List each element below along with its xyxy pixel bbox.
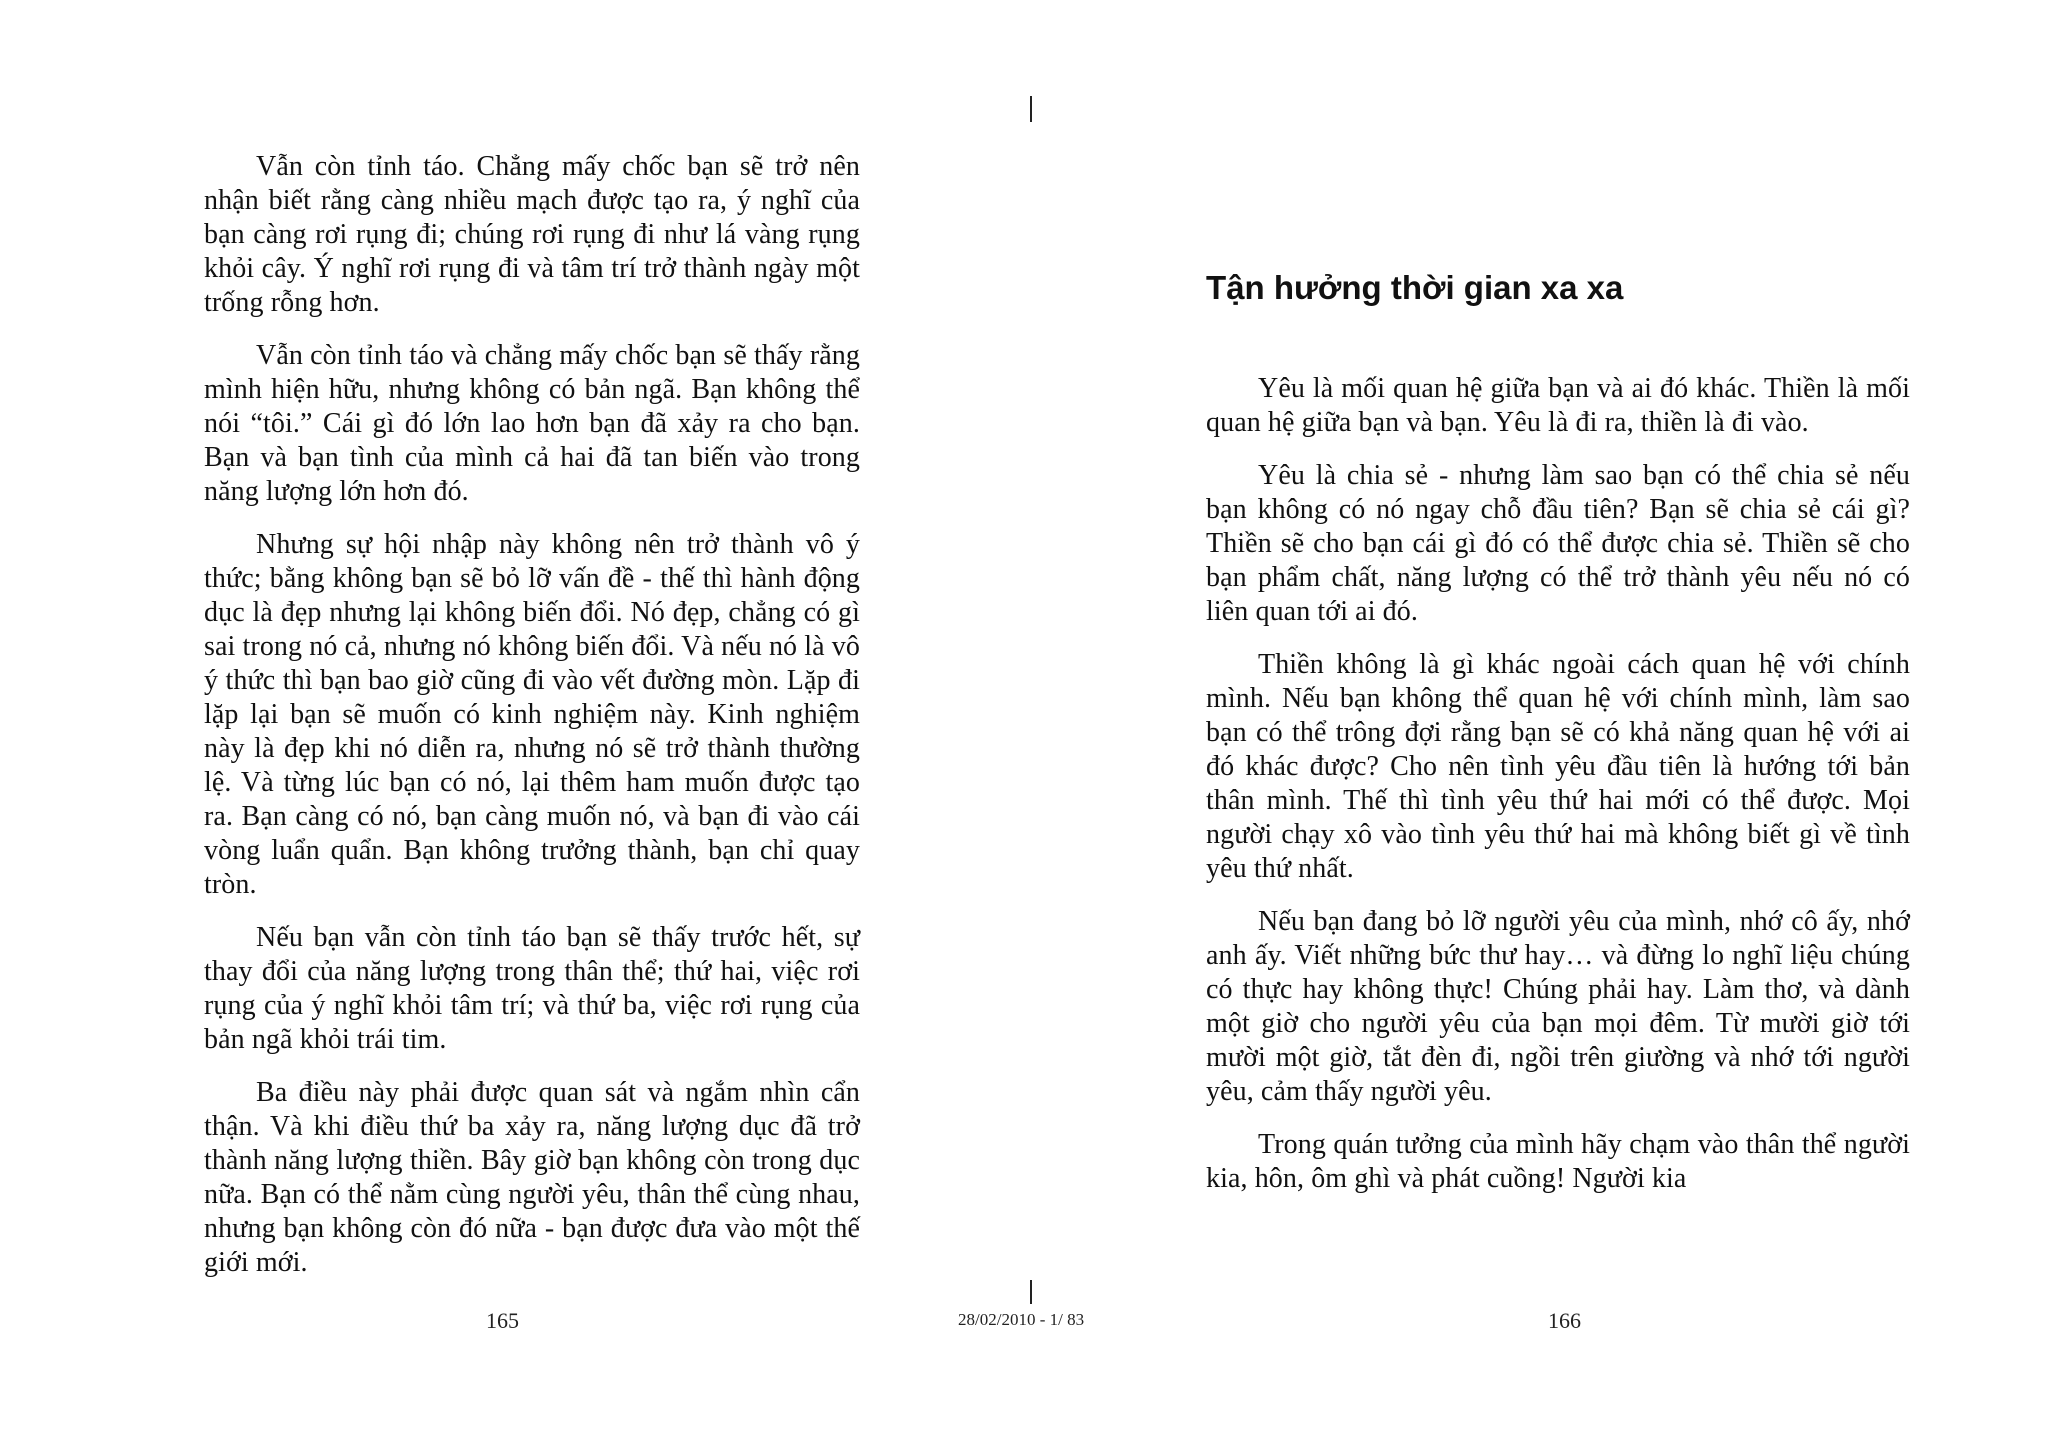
left-paragraph-1: Vẫn còn tỉnh táo. Chẳng mấy chốc bạn sẽ trở nên nhận biết rằng càng nhiều mạch được tạo ra, ý nghĩ của bạn càng rơi rụng đi; chúng rơi rụng đi như lá vàng rụng khỏi cây. Ý nghĩ rơi rụng đi và tâm trí trở thành ngày một trống rỗng hơn. bbox=[204, 151, 860, 318]
left-paragraph-2: Vẫn còn tỉnh táo và chẳng mấy chốc bạn sẽ thấy rằng mình hiện hữu, nhưng không có bản ngã. Bạn không thể nói “tôi.” Cái gì đó lớn lao hơn bạn đã xảy ra cho bạn. Bạn và bạn tình của mình cả hai đã tan biến vào trong năng lượng lớn hơn đó. bbox=[204, 340, 860, 507]
right-page bbox=[1206, 372, 1910, 1215]
right-paragraph-4: Nếu bạn đang bỏ lỡ người yêu của mình, nhớ cô ấy, nhớ anh ấy. Viết những bức thư hay… và đừng lo nghĩ liệu chúng có thực hay không thực! Chúng phải hay. Làm thơ, và dành một giờ cho người yêu của bạn mọi đêm. Từ mười giờ tới mười một giờ, tắt đèn đi, ngồi trên giường và nhớ tới người yêu, cảm thấy người yêu. bbox=[1206, 906, 1910, 1107]
left-paragraph-5: Ba điều này phải được quan sát và ngắm nhìn cẩn thận. Và khi điều thứ ba xảy ra, năng lượng dục đã trở thành năng lượng thiền. Bây giờ bạn không còn trong dục nữa. Bạn có thể nằm cùng người yêu, thân thể cùng nhau, nhưng bạn không còn đó nữa - bạn được đưa vào một thế giới mới. bbox=[204, 1077, 860, 1278]
left-paragraph-4: Nếu bạn vẫn còn tỉnh táo bạn sẽ thấy trước hết, sự thay đổi của năng lượng trong thân thể; thứ hai, việc rơi rụng của ý nghĩ khỏi tâm trí; và thứ ba, việc rơi rụng của bản ngã khỏi trái tim. bbox=[204, 922, 860, 1055]
print-date-stamp: 28/02/2010 - 1/ 83 bbox=[958, 1310, 1085, 1329]
right-paragraph-2: Yêu là chia sẻ - nhưng làm sao bạn có thể chia sẻ nếu bạn không có nó ngay chỗ đầu tiên? Bạn sẽ chia sẻ cái gì? Thiền sẽ cho bạn cái gì đó có thể được chia sẻ. Thiền sẽ cho bạn phẩm chất, năng lượng có thể trở thành yêu nếu nó có liên quan tới ai đó. bbox=[1206, 460, 1910, 627]
right-paragraph-1: Yêu là mối quan hệ giữa bạn và ai đó khác. Thiền là mối quan hệ giữa bạn và bạn. Yêu là đi ra, thiền là đi vào. bbox=[1206, 373, 1910, 438]
chapter-title: Tận hưởng thời gian xa xa bbox=[1206, 269, 1624, 306]
right-paragraph-5: Trong quán tưởng của mình hãy chạm vào thân thể người kia, hôn, ôm ghì và phát cuồng! Người kia bbox=[1206, 1129, 1910, 1194]
right-page-number: 166 bbox=[1548, 1308, 1581, 1333]
right-paragraph-3: Thiền không là gì khác ngoài cách quan hệ với chính mình. Nếu bạn không thể quan hệ với chính mình, làm sao bạn có thể trông đợi rằng bạn sẽ có khả năng quan hệ với ai đó khác được? Cho nên tình yêu đầu tiên là hướng tới bản thân mình. Thế thì tình yêu thứ hai mới có thể được. Mọi người chạy xô vào tình yêu thứ hai mà không biết gì về tình yêu thứ nhất. bbox=[1206, 649, 1910, 884]
left-paragraph-3: Nhưng sự hội nhập này không nên trở thành vô ý thức; bằng không bạn sẽ bỏ lỡ vấn đề - thế thì hành động dục là đẹp nhưng lại không biến đổi. Nó đẹp, chẳng có gì sai trong nó cả, nhưng nó không biến đổi. Và nếu nó là vô ý thức thì bạn bao giờ cũng đi vào vết đường mòn. Lặp đi lặp lại bạn sẽ muốn có kinh nghiệm này. Kinh nghiệm này là đẹp khi nó diễn ra, nhưng nó sẽ trở thành thường lệ. Và từng lúc bạn có nó, lại thêm ham muốn được tạo ra. Bạn càng có nó, bạn càng muốn nó, và bạn đi vào cái vòng luẩn quẩn. Bạn không trưởng thành, bạn chỉ quay tròn. bbox=[204, 529, 860, 900]
bottom-crop-mark bbox=[1030, 1280, 1032, 1304]
left-page-number: 165 bbox=[486, 1308, 519, 1333]
left-page bbox=[204, 150, 860, 1299]
top-crop-mark bbox=[1030, 96, 1032, 122]
